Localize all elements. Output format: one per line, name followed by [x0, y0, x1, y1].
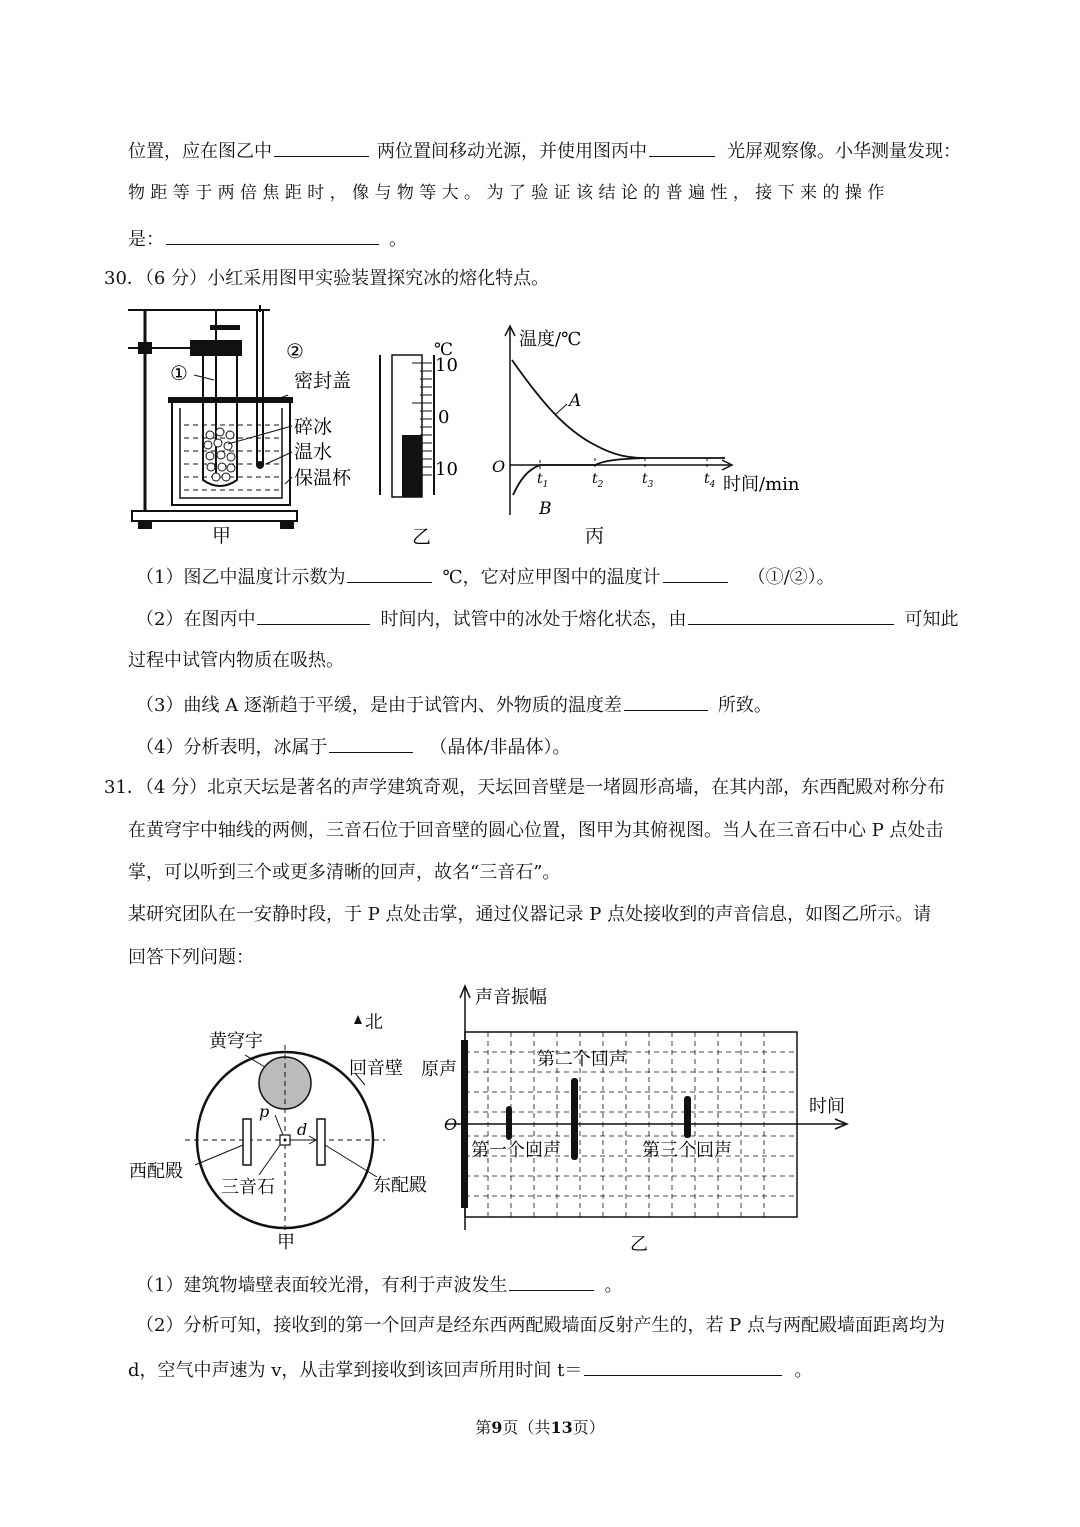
- answer-blank[interactable]: [663, 564, 728, 583]
- text-segment: 掌，可以听到三个或更多清晰的回声，故名“三音石”。: [128, 862, 561, 883]
- q30-figure-apparatus: [120, 300, 370, 550]
- distance-d-label: d: [297, 1120, 308, 1139]
- curve-a-label: A: [569, 391, 582, 411]
- north-label: 北: [365, 1012, 383, 1033]
- text-segment: 光屏观察像。小华测量发现：: [727, 141, 961, 162]
- y-axis-label: 声音振幅: [475, 987, 547, 1008]
- figure-caption: 乙: [412, 526, 432, 548]
- answer-blank[interactable]: [584, 1357, 782, 1376]
- text-segment: （1）图乙中温度计示数为: [136, 567, 346, 588]
- tick-label: $t_4$: [704, 471, 716, 490]
- point-p-label: p: [259, 1102, 270, 1121]
- tick-label: 10: [435, 459, 458, 480]
- prev-question-line-2: [128, 181, 884, 205]
- q31-sub1: [136, 1272, 622, 1298]
- crushed-ice-label: 碎冰: [294, 416, 333, 438]
- figure-caption: 丙: [585, 525, 605, 547]
- q31-sub2: [136, 1314, 945, 1338]
- text-segment: ℃，它对应甲图中的温度计: [442, 567, 661, 588]
- text-segment: 可知此: [904, 609, 959, 630]
- q30-sub4: [136, 734, 571, 760]
- q30-sub2: [136, 606, 958, 632]
- q31-stem-2: [128, 819, 944, 843]
- q30-figure-thermometer: [372, 335, 472, 550]
- q30-sub3: [136, 692, 772, 718]
- text-segment: 30．（6 分）小红采用图甲实验装置探究冰的熔化特点。: [104, 268, 550, 289]
- text-segment: d，空气中声速为 v，从击掌到接收到该回声所用时间 t＝: [128, 1360, 583, 1381]
- tick-label: 0: [438, 407, 450, 428]
- q31-stem-4: [128, 903, 931, 927]
- prev-question-line-3: [128, 226, 407, 252]
- unit-label: ℃: [434, 340, 454, 360]
- text-segment: 31．（4 分）北京天坛是著名的声学建筑奇观，天坛回音壁是一堵圆形高墙，在其内部，东西配殿对称分布: [104, 777, 946, 798]
- y-axis-label: 温度/℃: [519, 329, 582, 350]
- figure-caption: 甲: [277, 1232, 295, 1253]
- text-segment: 某研究团队在一安静时段，于 P 点处击掌，通过仪器记录 P 点处接收到的声音信息，如图乙所示。请: [128, 904, 932, 925]
- text-segment: 。: [604, 1275, 623, 1296]
- echo-3-pulse: [684, 1096, 691, 1138]
- origin-label: O: [444, 1115, 458, 1134]
- answer-blank[interactable]: [166, 226, 379, 245]
- q31-figure-amplitude: [420, 980, 860, 1260]
- text-segment: 页（共: [502, 1418, 551, 1437]
- answer-blank[interactable]: [509, 1272, 594, 1291]
- q30-sub1: [136, 564, 835, 590]
- total-pages: 13: [550, 1418, 573, 1437]
- echo-wall-label: 回音壁: [349, 1058, 403, 1079]
- text-segment: 所致。: [717, 695, 772, 716]
- text-segment: （4）分析表明，冰属于: [136, 737, 328, 758]
- tick-label: 10: [435, 355, 458, 376]
- text-segment: 时间内，试管中的冰处于熔化状态，由: [380, 609, 687, 630]
- text-segment: 。: [794, 1360, 813, 1381]
- text-segment: 过程中试管内物质在吸热。: [128, 650, 344, 671]
- text-segment: （①/②）。: [747, 567, 835, 588]
- answer-blank[interactable]: [329, 734, 413, 753]
- x-axis-label: 时间/min: [723, 474, 800, 495]
- answer-blank[interactable]: [624, 692, 708, 711]
- curve-b-label: B: [539, 499, 552, 519]
- figure-caption: 乙: [630, 1234, 648, 1255]
- text-segment: 在黄穹宇中轴线的两侧，三音石位于回音壁的圆心位置，图甲为其俯视图。当人在三音石中心 P 点处击: [128, 820, 944, 841]
- answer-blank[interactable]: [274, 138, 369, 157]
- text-segment: （晶体/非晶体）。: [429, 737, 571, 758]
- text-segment: 两位置间移动光源，并使用图丙中: [377, 141, 647, 162]
- page-footer: [0, 1415, 1080, 1438]
- tick-label: $t_3$: [642, 471, 654, 490]
- answer-blank[interactable]: [649, 138, 715, 157]
- q31-figure-topview: [125, 1005, 445, 1255]
- text-segment: 。: [389, 229, 407, 250]
- origin-label: O: [492, 457, 506, 476]
- original-sound-pulse: [461, 1040, 468, 1208]
- text-segment: （2）分析可知，接收到的第一个回声是经东西两配殿墙面反射产生的，若 P 点与两配殿墙面距离均为: [136, 1315, 946, 1336]
- text-segment: 第: [475, 1418, 492, 1437]
- prev-question-line-1: [128, 138, 961, 164]
- echo-2-label: 第二个回声: [537, 1049, 627, 1070]
- text-segment: （3）曲线 A 逐渐趋于平缓，是由于试管内、外物质的温度差: [136, 695, 622, 716]
- echo-3-label: 第三个回声: [642, 1140, 732, 1161]
- text-segment: 回答下列问题：: [128, 947, 254, 968]
- answer-blank[interactable]: [347, 564, 432, 583]
- figure-caption: 甲: [212, 525, 232, 547]
- tick-label: $t_1$: [537, 471, 549, 490]
- q30-sub2-cont: [128, 649, 344, 673]
- thermos-label: 保温杯: [294, 467, 352, 489]
- east-hall-label: 东配殿: [373, 1175, 427, 1196]
- q31-stem-1: [104, 776, 945, 800]
- seal-cap-label: 密封盖: [294, 370, 352, 392]
- echo-2-pulse: [571, 1078, 578, 1160]
- echo-1-label: 第一个回声: [471, 1140, 561, 1161]
- answer-blank[interactable]: [688, 606, 894, 625]
- text-segment: 物 距 等 于 两 倍 焦 距 时 ， 像 与 物 等 大 。 为 了 验 证 该 结 论 的 普 遍 性 ， 接 下 来 的 操 作: [128, 183, 885, 203]
- west-hall-label: 西配殿: [129, 1161, 183, 1182]
- thermometer-1-label: ①: [170, 361, 188, 385]
- text-segment: 是：: [128, 229, 164, 250]
- text-segment: 页）: [572, 1418, 605, 1437]
- q31-stem-3: [128, 861, 560, 885]
- text-segment: （1）建筑物墙壁表面较光滑，有利于声波发生: [136, 1275, 508, 1296]
- original-sound-label: 原声: [421, 1059, 457, 1080]
- three-sound-stone-label: 三音石: [221, 1177, 275, 1198]
- q30-stem: [104, 267, 549, 291]
- x-axis-label: 时间: [809, 1096, 845, 1117]
- text-segment: 位置，应在图乙中: [128, 141, 272, 162]
- q31-stem-5: [128, 946, 254, 970]
- text-segment: （2）在图丙中: [136, 609, 256, 630]
- q31-sub2-cont: [128, 1357, 812, 1383]
- page-number: 9: [491, 1418, 503, 1437]
- echo-1-pulse: [506, 1106, 512, 1140]
- warm-water-label: 温水: [294, 441, 333, 463]
- huangqiongyu-label: 黄穹宇: [209, 1031, 263, 1052]
- q30-figure-graph: [485, 320, 815, 550]
- thermometer-2-label: ②: [286, 339, 304, 363]
- tick-label: $t_2$: [592, 471, 604, 490]
- answer-blank[interactable]: [257, 606, 370, 625]
